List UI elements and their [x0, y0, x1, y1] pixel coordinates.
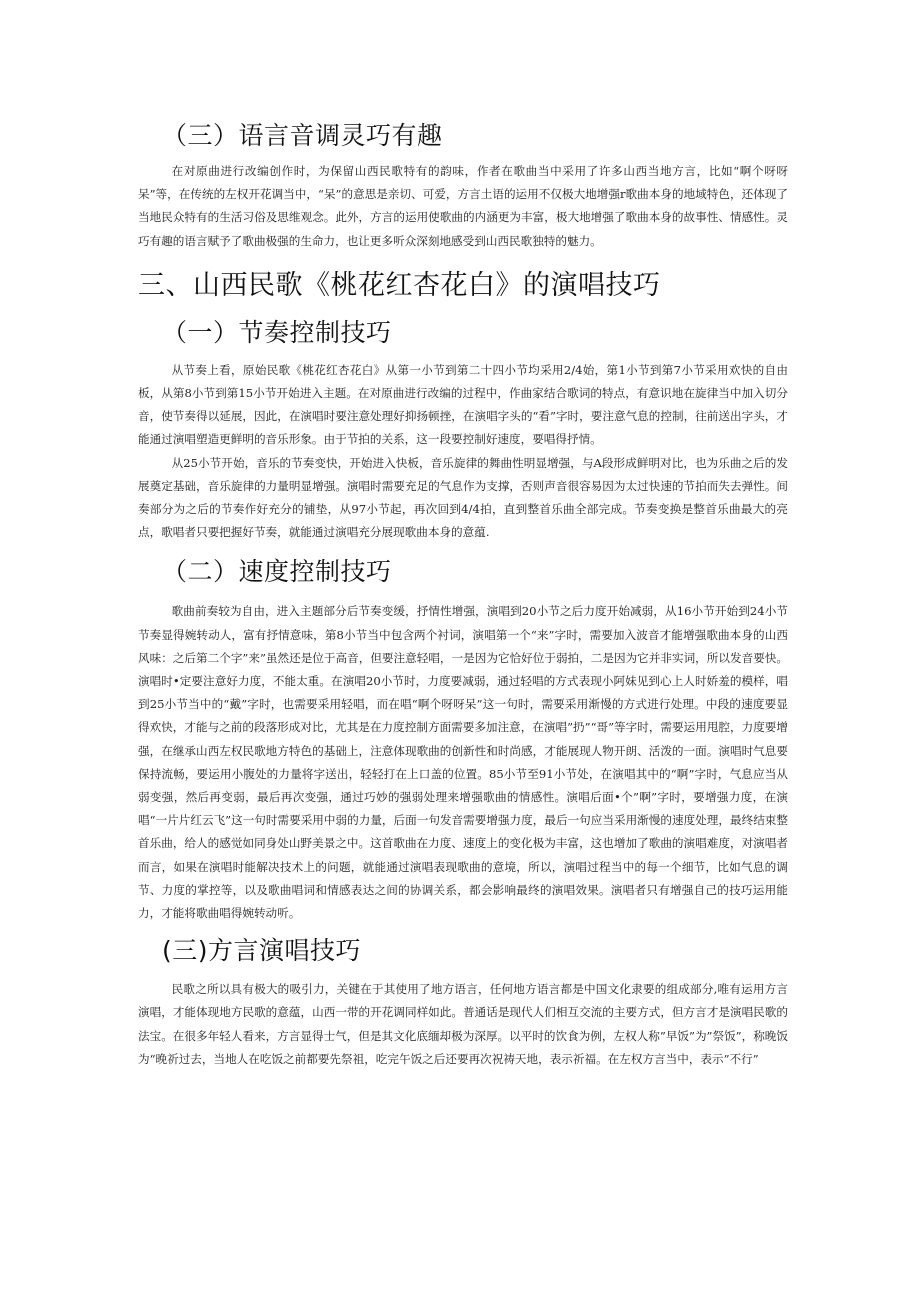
section-heading-singing-techniques: 三、山西民歌《桃花红杏花白》的演唱技巧: [138, 269, 661, 301]
paragraph-rhythm-1: 从节奏上看，原始民歌《桃花红杏花白》从第一小节到第二十四小节均采用2/4始，第1小节到第7小节采用欢快的自由板，从第8小节到第15小节开始进入主题。在对原曲进行改编的过程中，作曲家结合歌词的特点，有意识地在旋律当中加入切分音，使节奏得以延展，因此，在演唱时要注意处理好抑扬顿挫，在演唱字头的“看”字时，要注意气息的控制，往前送出字头，才能通过演唱塑造更鲜明的音乐形象。由于节拍的关系，这一段要控制好速度，要唱得抒情。: [138, 362, 788, 447]
paragraph-rhythm-2: 从25小节开始，音乐的节奏变快，开始进入快板，音乐旋律的舞曲性明显增强，与A段形成鲜明对比，也为乐曲之后的发展奠定基础，音乐旋律的力量明显增强。演唱时需要充足的气息作为支撑，否则声音很容易因为太过快速的节拍而失去弹性。间奏部分为之后的节奏作好充分的铺垫，从97小节起，再次回到4/4拍，直到整首乐曲全部完成。节奏变换是整首乐曲最大的亮点，歌唱者只要把握好节奏，就能通过演唱充分展现歌曲本身的意蕴.: [138, 455, 788, 540]
paragraph-speed-control: 歌曲前奏较为自由，进入主题部分后节奏变缓，抒情性增强，演唱到20小节之后力度开始减弱，从16小节开始到24小节节奏显得婉转动人，富有抒情意味，第8小节当中包含两个衬词，演唱第一个“来”字时，需要加入波音才能增强歌曲本身的山西风味：之后第二个字”来”虽然还是位于高音，但要注意轻唱，一是因为它恰好位于弱拍，二是因为它并非实词，所以发音要快。演唱时•定要注意好力度，不能太重。在演唱20小节时，力度要减弱，通过轻唱的方式表现小阿妹见到心上人时娇羞的模样，唱到25小节当中的“戴”字时，也需要采用轻唱，而在唱“啊个呀呀呆”这一句时，需要采用渐慢的方式进行处理。中段的速度要显得欢快，才能与之前的段落形成对比，尤其是在力度控制方面需要多加注意，在演唱”扔”“哥”等字时，需要运用甩腔，力度要增强，在继承山西左权民歌地方特色的基础上，注意体现歌曲的创新性和时尚感，才能展现人物开朗、活泼的一面。演唱时气息要保持流畅，要运用小腹处的力量将字送出，轻轻打在上口盖的位置。85小节至91小节处，在演唱其中的“啊”字时，气息应当从弱变强，然后再变弱，最后再次变强，通过巧妙的强弱处理来增强歌曲的情感性。演唱后面•个”啊”字时，要增强力度，在演唱“一片片红云飞”这一句时需要采用中弱的力量，后面一句发音需要增强力度，最后一句应当采用渐慢的速度处理，最终结束整首乐曲，给人的感觉如同身处山野美景之中。这首歌曲在力度、速度上的变化极为丰富，这也增加了歌曲的演唱难度，对演唱者而言，如果在演唱时能解决技术上的问题，就能通过演唱表现歌曲的意境，所以，演唱过程当中的每一个细节，比如气息的调节、力度的掌控等，以及歌曲唱词和情感表达之间的协调关系，都会影响最终的演唱效果。演唱者只有增强自己的技巧运用能力，才能将歌曲唱得婉转动听。: [138, 604, 788, 921]
heading-speed-control: （二）速度控制技巧: [162, 557, 392, 587]
document-body: [138, 118, 788, 1071]
paragraph-dialect-singing: 民歌之所以具有极大的吸引力，关键在于其使用了地方语言，任何地方语言都是中国文化隶要的组成部分,唯有运用方言演唱，才能体现地方民歌的意蕴，山西一带的开花调同样如此。普通话是现代人们相互交流的主要方式，但方言才是演唱民歌的法宝。在很多年轻人看来，方言显得士气，但是其文化底缅却极为深厚。以平时的饮食为例，左权人称”早饭”为”祭饭”，称晚饭为“晚祈过去，当地人在吃饭之前都要先祭祖，吃完午饭之后还要再次祝祷天地，表示祈福。在左权方言当中，表示”不行”: [138, 982, 788, 1066]
heading-rhythm-control: （一）节奏控制技巧: [162, 317, 392, 347]
paragraph-language-tone: 在对原曲进行改编创作时，为保留山西民歌特有的韵味，作者在歌曲当中采用了许多山西当地方言，比如“啊个呀呀呆”等，在传统的左权开花调当中，“呆”的意思是亲切、可爱，方言土语的运用不仅极大地增强r歌曲本身的地域特色，还体现了当地民众特有的生活习俗及思维观念。此外，方言的运用使歌曲的内涵更为丰富，极大地增强了歌曲本身的故事性、情感性。灵巧有趣的语言赋予了歌曲极强的生命力，也让更多听众深刻地感受到山西民歌独特的魅力。: [138, 164, 788, 248]
heading-language-tone: （三）语言音调灵巧有趣: [162, 121, 443, 150]
heading-dialect-singing: (三)方言演唱技巧: [162, 936, 362, 966]
